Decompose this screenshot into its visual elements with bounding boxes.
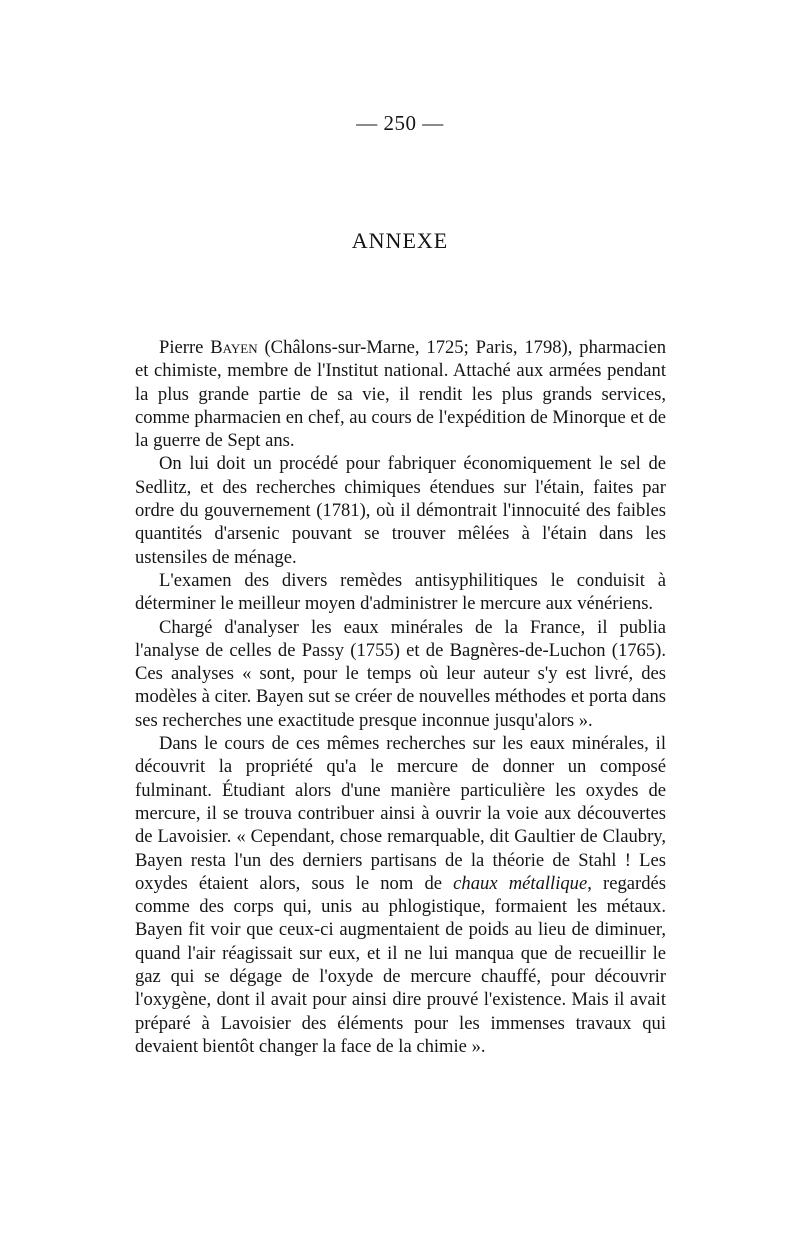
- paragraph-text: (Châlons-sur-Marne, 1725; Paris, 1798), pharmacien et chimiste, membre de l'Institut national. Attaché aux armées pendant la plus grande partie de sa vie, il rendit les plus grands services, comme pharmacien en chef, au cours de l'expédition de Minorque et de la guerre de Sept ans.: [135, 337, 667, 452]
- body-text: [135, 336, 666, 1058]
- person-name: Bayen: [210, 337, 258, 358]
- paragraph-mercury-oxides: [135, 732, 666, 1058]
- paragraph-mineral-waters: Chargé d'analyser les eaux minérales de la France, il publia l'analyse de celles de Passy (1755) et de Bagnères-de-Luchon (1765). Ces analyses « sont, pour le temps où leur auteur s'y est livré, des modèles à citer. Bayen sut se créer de nouvelles méthodes et porta dans ses recherches une exactitude presque inconnue jusqu'alors ».: [135, 616, 666, 731]
- paragraph-antisyphilitics: L'examen des divers remèdes antisyphilitiques le conduisit à déterminer le meilleur moyen d'administrer le mercure aux vénériens.: [135, 569, 666, 615]
- page-title: ANNEXE: [351, 228, 449, 253]
- italic-term: chaux métallique: [453, 872, 588, 894]
- paragraph-sedlitz-salt: On lui doit un procédé pour fabriquer économiquement le sel de Sedlitz, et des recherches chimiques étendues sur l'étain, faites par ordre du gouvernement (1781), où il démontrait l'innocuité des faibles quantités d'arsenic pouvant se trouver mêlées à l'étain dans les ustensiles de ménage.: [135, 453, 666, 568]
- paragraph-text-before: Dans le cours de ces mêmes recherches sur les eaux minérales, il découvrit la propriété qu'a le mercure de donner un composé fulminant. Étudiant alors d'une manière particulière les oxydes de mercure, il se trouva contribuer ainsi à ouvrir la voie aux découvertes de Lavoisier. « Cependant, chose remarquable, dit Gaultier de Claubry, Bayen resta l'un des derniers partisans de la théorie de Stahl ! Les oxydes étaient alors, sous le nom de: [135, 733, 666, 894]
- paragraph-lead: Pierre: [159, 337, 211, 358]
- paragraph-bayen-biography: [135, 336, 666, 452]
- paragraph-text-after: , regardés comme des corps qui, unis au phlogistique, formaient les métaux. Bayen fit voir que ceux-ci augmentaient de poids au lieu de diminuer, quand l'air réagissait sur eux, et il ne lui manqua que de recueillir le gaz qui se dégage de l'oxyde de mercure chauffé, pour découvrir l'oxygène, dont il avait pour ainsi dire prouvé l'existence. Mais il avait préparé à Lavoisier des éléments pour les immenses travaux qui devaient bientôt changer la face de la chimie ».: [135, 872, 666, 1057]
- page-number: — 250 —: [356, 111, 444, 135]
